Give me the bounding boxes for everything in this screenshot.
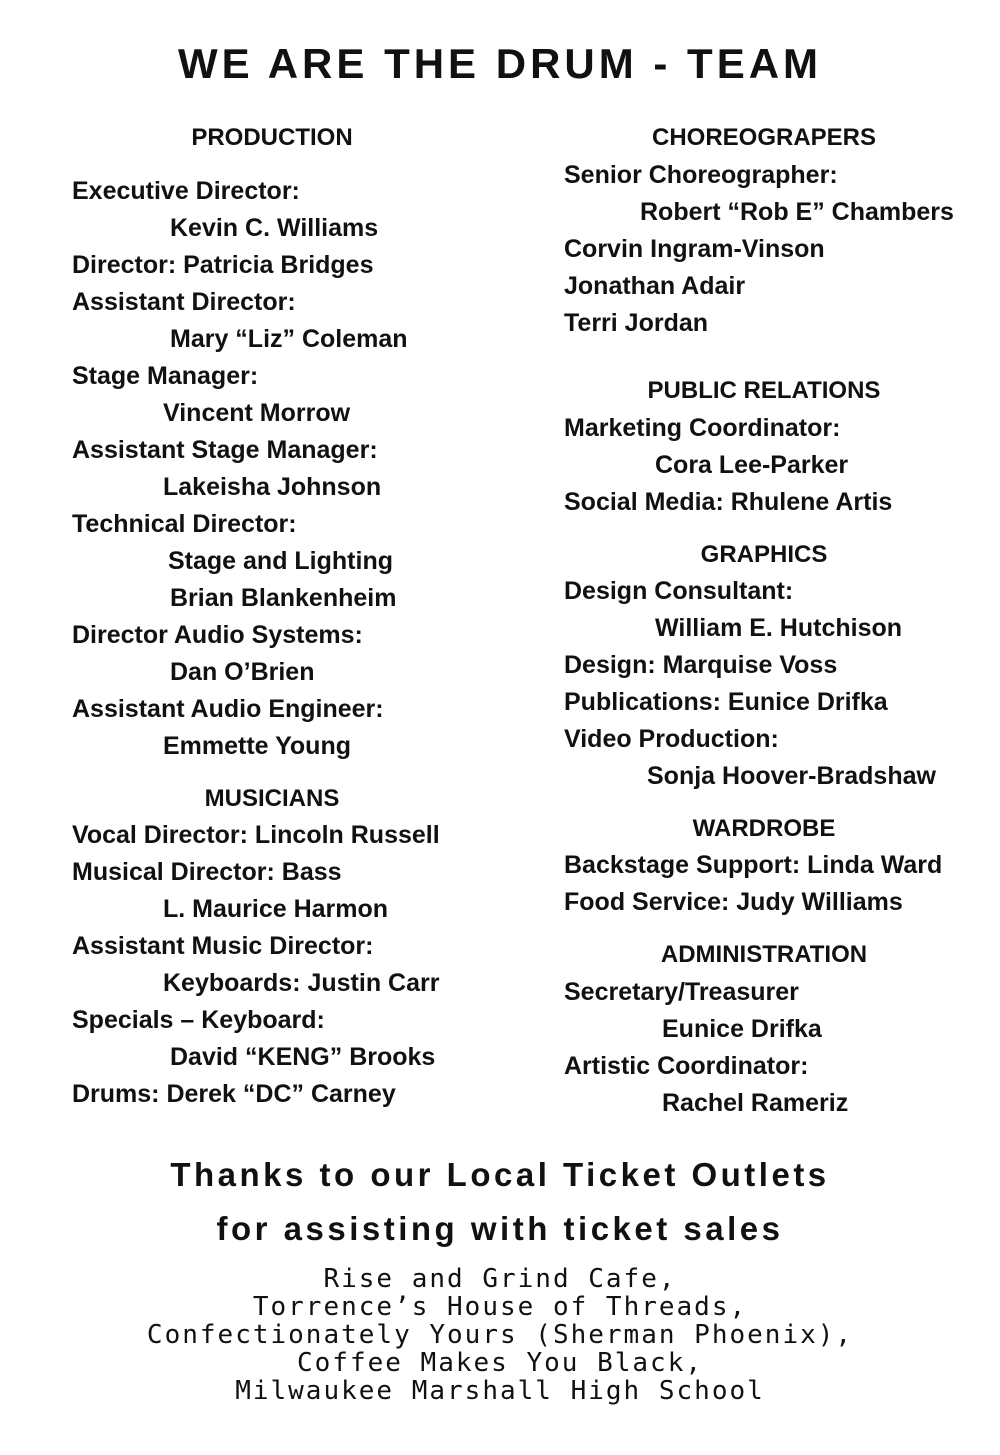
credit-line: Jonathan Adair: [564, 272, 746, 300]
credit-line: Assistant Music Director:: [72, 932, 374, 960]
credit-name: Sonja Hoover-Bradshaw: [647, 762, 936, 790]
credit-line: Design: Marquise Voss: [564, 651, 838, 679]
thanks-line-2: for assisting with ticket sales: [216, 1210, 784, 1247]
credit-line: Drums: Derek “DC” Carney: [72, 1080, 396, 1108]
credit-line: Assistant Director:: [72, 288, 296, 316]
graphics-heading: GRAPHICS: [700, 541, 828, 568]
credit-line: Food Service: Judy Williams: [564, 888, 903, 916]
credit-line: Secretary/Treasurer: [564, 978, 799, 1006]
credit-line: Stage Manager:: [72, 362, 259, 390]
credit-name: Stage and Lighting: [168, 547, 393, 575]
credit-name: Rachel Rameriz: [662, 1089, 849, 1117]
credit-line: Marketing Coordinator:: [564, 414, 841, 442]
credit-line: Assistant Audio Engineer:: [72, 695, 384, 723]
credit-line: Assistant Stage Manager:: [72, 436, 378, 464]
credit-name: Eunice Drifka: [662, 1015, 822, 1043]
credit-line: Musical Director: Bass: [72, 858, 342, 886]
administration-heading: ADMINISTRATION: [660, 941, 868, 968]
credit-line: Specials – Keyboard:: [72, 1006, 325, 1034]
public-relations-heading: PUBLIC RELATIONS: [647, 377, 881, 404]
outlet-item: Torrence’s House of Threads,: [252, 1292, 748, 1322]
outlet-item: Confectionately Yours (Sherman Phoenix),: [146, 1320, 854, 1350]
thanks-line-1: Thanks to our Local Ticket Outlets: [170, 1156, 830, 1193]
production-heading: PRODUCTION: [191, 124, 353, 151]
choreographers-heading: CHOREOGRAPERS: [651, 124, 877, 151]
credit-line: Vocal Director: Lincoln Russell: [72, 821, 440, 849]
credit-name: Dan O’Brien: [170, 658, 315, 686]
credit-line: Publications: Eunice Drifka: [564, 688, 888, 716]
credit-line: Senior Choreographer:: [564, 161, 838, 189]
outlet-item: Rise and Grind Cafe,: [323, 1264, 677, 1294]
credit-line: Video Production:: [564, 725, 779, 753]
outlet-item: Coffee Makes You Black,: [296, 1348, 704, 1378]
credit-name: Brian Blankenheim: [170, 584, 397, 612]
credit-name: William E. Hutchison: [655, 614, 903, 642]
credit-line: Artistic Coordinator:: [564, 1052, 809, 1080]
credit-line: Director: Patricia Bridges: [72, 251, 374, 279]
credit-line: Social Media: Rhulene Artis: [564, 488, 893, 516]
credit-name: Vincent Morrow: [163, 399, 351, 427]
credit-line: Backstage Support: Linda Ward: [564, 851, 943, 879]
credit-line: Terri Jordan: [564, 309, 709, 337]
wardrobe-heading: WARDROBE: [692, 815, 836, 842]
credit-name: Cora Lee-Parker: [655, 451, 849, 479]
credit-name: Emmette Young: [163, 732, 351, 760]
credit-name: David “KENG” Brooks: [170, 1043, 436, 1071]
credit-line: Director Audio Systems:: [72, 621, 363, 649]
credit-name: L. Maurice Harmon: [163, 895, 389, 923]
credit-name: Robert “Rob E” Chambers: [640, 198, 954, 226]
credit-line: Technical Director:: [72, 510, 297, 538]
credit-name: Lakeisha Johnson: [163, 473, 382, 501]
credit-name: Kevin C. Williams: [170, 214, 379, 242]
credit-name: Mary “Liz” Coleman: [170, 325, 408, 353]
credit-line: Executive Director:: [72, 177, 300, 205]
credit-name: Keyboards: Justin Carr: [163, 969, 440, 997]
ticket-outlets-list: [0, 1265, 1000, 1405]
credit-line: Design Consultant:: [564, 577, 794, 605]
musicians-heading: MUSICIANS: [204, 785, 340, 812]
credit-line: Corvin Ingram-Vinson: [564, 235, 825, 263]
page-title: WE ARE THE DRUM - TEAM: [177, 40, 823, 87]
outlet-item: Milwaukee Marshall High School: [235, 1376, 765, 1406]
